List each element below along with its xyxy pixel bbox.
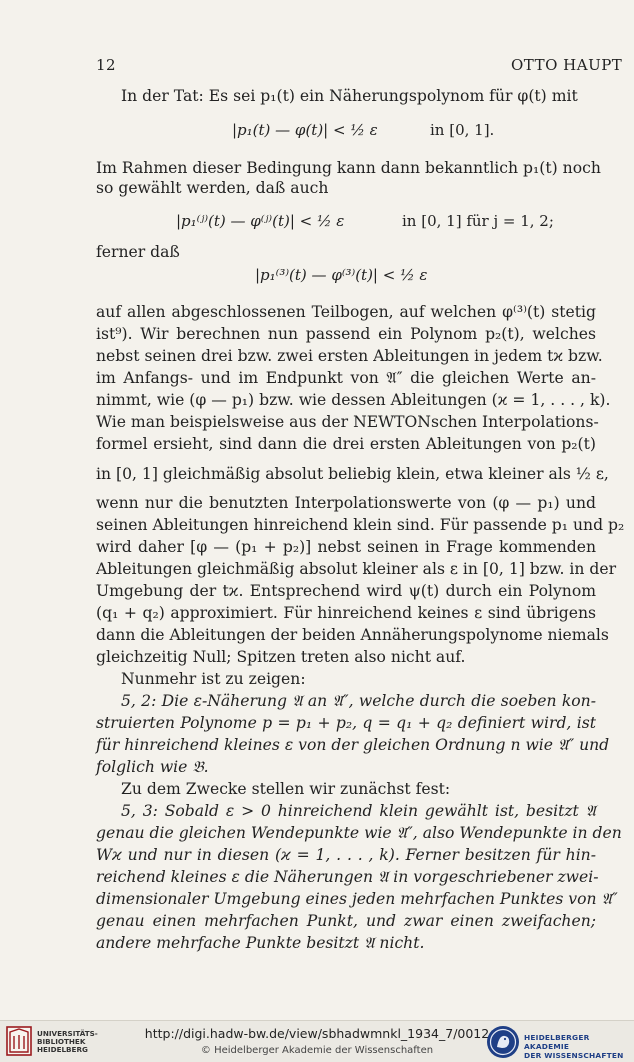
text-line-14: seinen Ableitungen hinreichend klein sind. Für passende p₁ und p₂ bbox=[96, 516, 625, 534]
text-line-10: Wie man beispielsweise aus der NEWTONschen Interpolations- bbox=[96, 413, 599, 431]
academy-logo[interactable] bbox=[486, 1025, 630, 1059]
copyright-notice: © Heidelberger Akademie der Wissenschaften bbox=[200, 1045, 434, 1056]
text-line-7: nebst seinen drei bzw. zwei ersten Ableitungen in jedem tϰ bzw. bbox=[96, 347, 603, 365]
text-line-4: ferner daß bbox=[96, 243, 180, 261]
theorem-5-2-line-2: struierten Polynome p = p₁ + p₂, q = q₁ + q₂ definiert wird, ist bbox=[96, 714, 596, 732]
text-line-16: Ableitungen gleichmäßig absolut kleiner als ε in [0, 1] bzw. in der bbox=[96, 560, 617, 578]
theorem-5-2-line-3: für hinreichend kleines ε von der gleichen Ordnung n wie 𝔄″ und bbox=[96, 736, 610, 754]
text-line-1: In der Tat: Es sei p₁(t) ein Näherungspolynom für φ(t) mit bbox=[121, 87, 578, 105]
theorem-5-3-line-7: andere mehrfache Punkte besitzt 𝔄 nicht. bbox=[96, 934, 425, 952]
text-line-18: (q₁ + q₂) approximiert. Für hinreichend keines ε sind übrigens bbox=[96, 604, 596, 622]
equation-1: |p₁(t) — φ(t)| < ½ ε bbox=[232, 121, 378, 139]
theorem-5-3-line-3: Wϰ und nur in diesen (ϰ = 1, . . . , k). Ferner besitzen für hin- bbox=[96, 846, 596, 864]
theorem-5-3-line-6: genau einen mehrfachen Punkt, und zwar einen zweifachen; bbox=[96, 912, 596, 930]
text-line-15: wird daher [φ — (p₁ + p₂)] nebst seinen in Frage kommenden bbox=[96, 538, 596, 556]
equation-1-range: in [0, 1]. bbox=[430, 121, 495, 139]
library-logo-line-1: UNIVERSITÄTS- bbox=[37, 1029, 98, 1038]
theorem-5-3-line-1: 5, 3: Sobald ε > 0 hinreichend klein gewählt ist, besitzt 𝔄 bbox=[121, 802, 596, 820]
text-line-9: nimmt, wie (φ — p₁) bzw. wie dessen Ableitungen (ϰ = 1, . . . , k). bbox=[96, 391, 611, 409]
text-line-13: wenn nur die benutzten Interpolationswerte von (φ — p₁) und bbox=[96, 494, 596, 512]
text-line-17: Umgebung der tϰ. Entsprechend wird ψ(t) durch ein Polynom bbox=[96, 582, 596, 600]
text-line-11: formel ersieht, sind dann die drei ersten Ableitungen von p₂(t) bbox=[96, 435, 596, 453]
footer-bar bbox=[0, 1020, 634, 1062]
equation-2: |p₁⁽ʲ⁾(t) — φ⁽ʲ⁾(t)| < ½ ε bbox=[176, 212, 345, 230]
page-number: 12 bbox=[96, 56, 117, 74]
equation-3: |p₁⁽³⁾(t) — φ⁽³⁾(t)| < ½ ε bbox=[255, 266, 428, 284]
theorem-5-3-line-5: dimensionaler Umgebung eines jeden mehrfachen Punktes von 𝔄″ bbox=[96, 890, 618, 908]
text-line-21: Nunmehr ist zu zeigen: bbox=[121, 670, 306, 688]
academy-seal-icon bbox=[486, 1025, 520, 1059]
running-head: OTTO HAUPT bbox=[511, 56, 623, 74]
equation-2-range: in [0, 1] für j = 1, 2; bbox=[402, 212, 554, 230]
theorem-5-3-line-4: reichend kleines ε die Näherungen 𝔄 in vorgeschriebener zwei- bbox=[96, 868, 599, 886]
academy-logo-line-2: DER WISSENSCHAFTEN bbox=[524, 1051, 624, 1060]
text-line-5: auf allen abgeschlossenen Teilbogen, auf welchen φ⁽³⁾(t) stetig bbox=[96, 303, 596, 321]
text-line-26: Zu dem Zwecke stellen wir zunächst fest: bbox=[121, 780, 451, 798]
text-line-20: gleichzeitig Null; Spitzen treten also nicht auf. bbox=[96, 648, 466, 666]
text-line-12: in [0, 1] gleichmäßig absolut beliebig klein, etwa kleiner als ½ ε, bbox=[96, 465, 609, 483]
text-line-19: dann die Ableitungen der beiden Annäherungspolynome niemals bbox=[96, 626, 609, 644]
text-line-2: Im Rahmen dieser Bedingung kann dann bekanntlich p₁(t) noch bbox=[96, 159, 601, 177]
library-logo-line-3: HEIDELBERG bbox=[37, 1045, 88, 1054]
library-logo-line-2: BIBLIOTHEK bbox=[37, 1037, 86, 1046]
theorem-5-2-line-1: 5, 2: Die ε-Näherung 𝔄 an 𝔄″, welche durch die soeben kon- bbox=[121, 692, 596, 710]
text-line-8: im Anfangs- und im Endpunkt von 𝔄″ die gleichen Werte an- bbox=[96, 369, 596, 387]
theorem-5-3-line-2: genau die gleichen Wendepunkte wie 𝔄″, also Wendepunkte in den bbox=[96, 824, 622, 842]
text-line-6: ist⁹). Wir berechnen nun passend ein Polynom p₂(t), welches bbox=[96, 325, 596, 343]
theorem-5-2-line-4: folglich wie 𝔅. bbox=[96, 758, 209, 776]
academy-logo-line-1: HEIDELBERGER AKADEMIE bbox=[524, 1033, 590, 1051]
text-line-3: so gewählt werden, daß auch bbox=[96, 179, 329, 197]
permalink-url[interactable]: http://digi.hadw-bw.de/view/sbhadwmnkl_1934_7/0012 bbox=[144, 1026, 490, 1041]
